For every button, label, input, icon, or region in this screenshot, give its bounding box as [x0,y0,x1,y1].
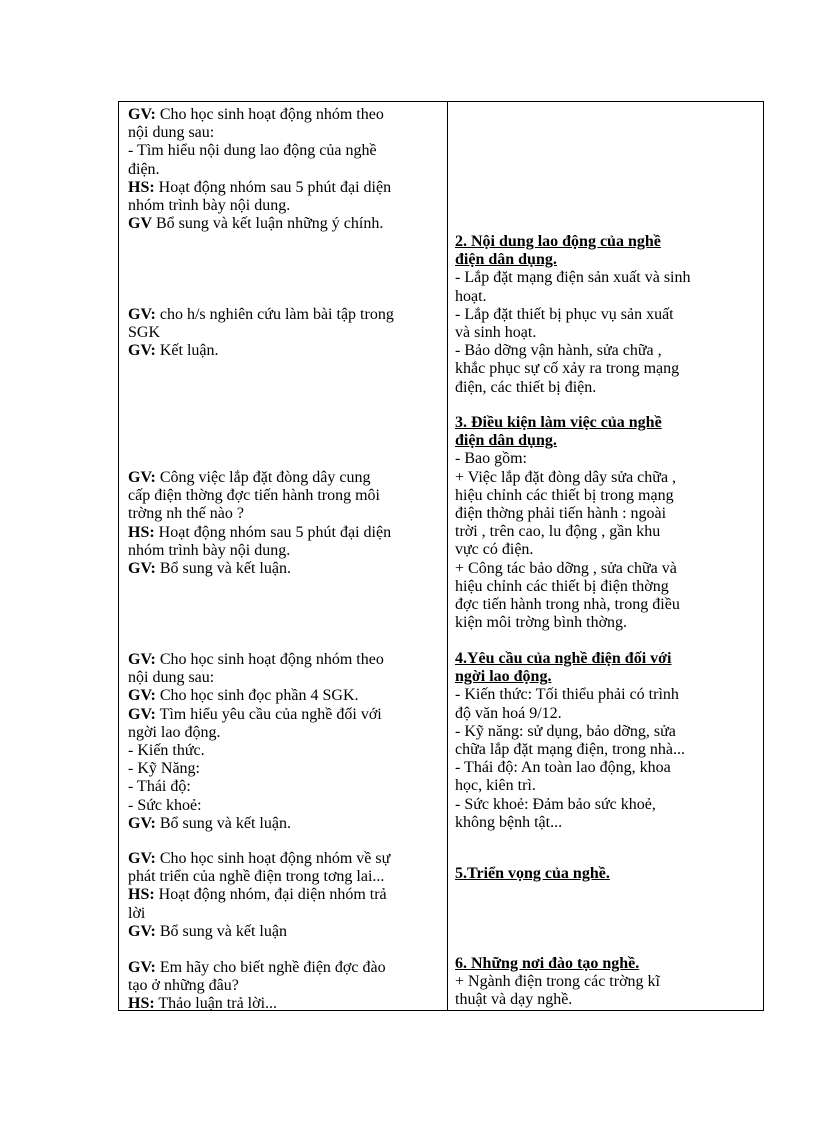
activity-line [128,778,442,796]
activity-line [128,959,442,977]
line-text: SGK [128,324,161,342]
activity-line [128,995,442,1013]
speaker-label: GV: [128,922,156,940]
activity-line [128,524,442,542]
activity-line [128,669,442,687]
content-block-5 [455,865,757,883]
section-heading: ngời lao động. [455,668,552,686]
line-text: lời [128,904,146,922]
activity-line [128,197,442,215]
activity-block-5 [128,850,442,941]
content-line: điện thờng phải tiến hành : ngoài [455,505,667,523]
content-line: đợc tiến hành trong nhà, trong điều [455,596,680,614]
activity-line [128,306,442,324]
line-text: - Kiến thức. [128,742,205,760]
activity-line [128,886,442,904]
content-line: - Bao gồm: [455,450,527,468]
line-text: Hoạt động nhóm sau 5 phút đại diện [154,523,392,541]
line-text: cấp điện thờng đợc tiến hành trong môi [128,487,380,505]
section-heading: 5.Triển vọng của nghề. [455,865,610,882]
speaker-label: GV: [128,560,156,578]
content-block-2 [455,233,757,397]
activity-line [128,797,442,815]
activity-block-6 [128,959,442,1014]
activity-line [128,815,442,833]
section-heading: 6. Những nơi đào tạo nghề. [455,955,640,972]
content-line: và sinh hoạt. [455,324,537,342]
line-text: Bổ sung và kết luận [155,922,287,940]
content-line: khắc phục sự cố xảy ra trong mạng [455,360,680,378]
activity-line [128,651,442,669]
activity-line [128,124,442,142]
content-line: - Sức khoẻ: Đảm bảo sức khoẻ, [455,795,656,813]
speaker-label: HS: [128,523,155,541]
line-text: Hoạt động nhóm sau 5 phút đại diện [154,178,392,196]
line-text: nhóm trình bày nội dung. [128,197,291,215]
line-text: Cho học sinh đọc phần 4 SGK. [155,687,359,705]
content-block-4 [455,650,757,832]
speaker-label: HS: [128,886,155,904]
content-line: hiệu chỉnh các thiết bị điện thờng [455,577,669,595]
activity-line [128,215,442,233]
line-text: Bổ sung và kết luận. [155,814,291,832]
activity-line [128,487,442,505]
section-heading: 2. Nội dung lao động của nghề [455,233,661,250]
column-divider [447,102,448,1010]
line-text: - Tìm hiểu nội dung lao động của nghề [128,142,377,160]
activity-line [128,742,442,760]
content-block-6 [455,955,757,1010]
content-line: học, kiên trì. [455,777,536,795]
line-text: Tìm hiểu yêu cầu của nghề đối với [155,705,382,723]
speaker-label: GV [128,215,152,233]
content-line: - Lắp đặt mạng điện sản xuất và sinh [455,269,691,287]
activity-line [128,469,442,487]
speaker-label: GV: [128,106,156,123]
activity-line [128,106,442,124]
speaker-label: GV: [128,959,156,976]
content-line: vực có điện. [455,541,534,559]
speaker-label: GV: [128,814,156,832]
line-text: điện. [128,160,160,178]
line-text: Hoạt động nhóm, đại diện nhóm trả [154,886,387,904]
content-line: + Công tác bảo dỡng , sửa chữa và [455,559,677,577]
line-text: cho h/s nghiên cứu làm bài tập trong [155,306,394,323]
activity-block-4 [128,651,442,833]
content-block-3 [455,414,757,632]
content-line: chữa lắp đặt mạng điện, trong nhà... [455,741,685,759]
activity-line [128,724,442,742]
lesson-table [118,101,764,1011]
section-heading: điện dân dụng. [455,432,557,450]
activity-line [128,850,442,868]
line-text: nội dung sau: [128,669,215,687]
speaker-label: GV: [128,469,156,486]
content-line: + Việc lắp đặt đòng dây sửa chữa , [455,468,677,486]
activity-line [128,560,442,578]
activity-line [128,142,442,160]
activity-line [128,161,442,179]
line-text: Công việc lắp đặt đòng dây cung [155,469,371,486]
activity-block-2 [128,306,442,361]
speaker-label: GV: [128,306,156,323]
line-text: - Thái độ: [128,778,191,796]
activity-line [128,342,442,360]
content-line: - Lắp đặt thiết bị phục vụ sản xuất [455,305,674,323]
line-text: ngời lao động. [128,723,221,741]
content-line: thuật và dạy nghề. [455,991,573,1009]
speaker-label: HS: [128,178,155,196]
line-text: Cho học sinh hoạt động nhóm theo [155,106,384,123]
line-text: Cho học sinh hoạt động nhóm theo [155,651,384,668]
content-line: - Kỹ năng: sử dụng, bảo dỡng, sửa [455,722,676,740]
content-line: không bệnh tật... [455,813,563,831]
activity-line [128,977,442,995]
activity-line [128,687,442,705]
line-text: phát triển của nghề điện trong tơng lai... [128,868,385,886]
speaker-label: GV: [128,687,156,705]
line-text: Bổ sung và kết luận. [155,560,291,578]
content-line: - Thái độ: An toàn lao động, khoa [455,759,671,777]
activity-line [128,760,442,778]
line-text: tạo ở những đâu? [128,977,239,995]
line-text: - Kỹ Năng: [128,760,200,778]
content-line: trời , trên cao, lu động , gần khu [455,523,661,541]
section-heading: 3. Điều kiện làm việc của nghề [455,414,662,431]
activity-line [128,324,442,342]
activity-line [128,905,442,923]
speaker-label: GV: [128,705,156,723]
line-text: - Sức khoẻ: [128,796,202,814]
activity-line [128,923,442,941]
speaker-label: HS: [128,995,155,1013]
line-text: trờng nh thế nào ? [128,505,244,523]
speaker-label: GV: [128,342,156,360]
section-heading: 4.Yêu cầu của nghề điện đối với [455,650,672,667]
line-text: nội dung sau: [128,124,215,142]
activity-line [128,868,442,886]
content-line: kiện môi trờng bình thờng. [455,614,628,632]
line-text: Thảo luận trả lời... [154,995,278,1013]
content-line: - Kiến thức: Tối thiểu phải có trình [455,686,679,704]
activity-line [128,505,442,523]
activity-line [128,179,442,197]
line-text: Bổ sung và kết luận những ý chính. [152,215,384,233]
line-text: nhóm trình bày nội dung. [128,541,291,559]
activity-block-1 [128,106,442,233]
line-text: Kết luận. [155,342,219,360]
line-text: Cho học sinh hoạt động nhóm về sự [155,850,391,867]
content-line: hiệu chỉnh các thiết bị trong mạng [455,486,674,504]
content-line: điện, các thiết bị điện. [455,378,597,396]
content-line: - Bảo dỡng vận hành, sửa chữa , [455,342,662,360]
content-line: hoạt. [455,287,487,305]
line-text: Em hãy cho biết nghề điện đợc đào [155,959,386,976]
activity-line [128,706,442,724]
section-heading: điện dân dụng. [455,251,557,269]
speaker-label: GV: [128,850,156,867]
speaker-label: GV: [128,651,156,668]
content-line: độ văn hoá 9/12. [455,704,562,722]
activity-line [128,542,442,560]
content-line: + Ngành điện trong các trờng kĩ [455,973,660,991]
activity-block-3 [128,469,442,578]
